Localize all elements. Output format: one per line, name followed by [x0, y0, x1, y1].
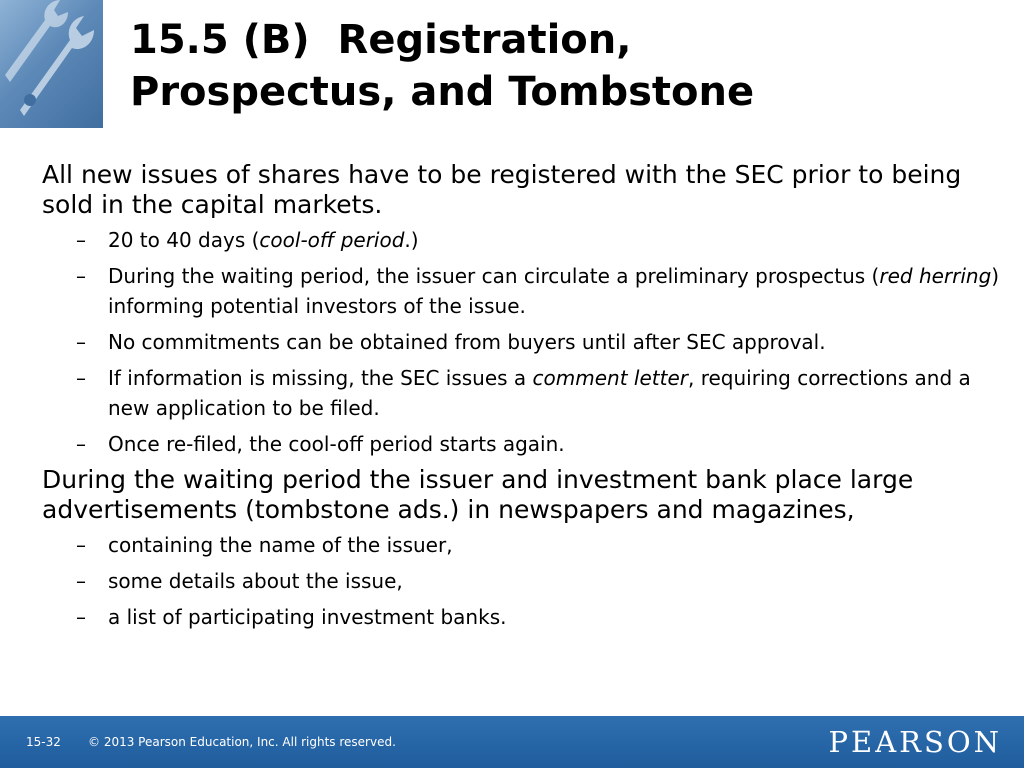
dash-marker: – [76, 432, 86, 456]
slide-body [42, 160, 1002, 638]
footer-bar [0, 716, 1024, 768]
sub-bullet: – If information is missing, the SEC issues a comment letter, requiring corrections and a new application to be filed. [42, 363, 1002, 423]
bullet-tombstone: During the waiting period the issuer and investment bank place large advertisements (tombstone ads.) in newspapers and magazines, [42, 465, 914, 524]
dash-marker: – [76, 605, 86, 629]
slide-title [130, 14, 1010, 118]
dash-marker: – [76, 533, 86, 557]
title-line-1: 15.5 (B) Registration, [130, 17, 632, 63]
dash-marker: – [76, 366, 86, 390]
dash-marker: – [76, 228, 86, 252]
dash-marker: – [76, 330, 86, 354]
sub-bullet: – a list of participating investment banks. [42, 602, 1002, 632]
sub-bullet: – containing the name of the issuer, [42, 530, 1002, 560]
title-line-2: Prospectus, and Tombstone [130, 69, 755, 115]
sub-bullet: – Once re-filed, the cool-off period starts again. [42, 429, 1002, 459]
sub-bullet: – some details about the issue, [42, 566, 1002, 596]
copyright-notice: © 2013 Pearson Education, Inc. All rights reserved. [88, 735, 396, 749]
dash-marker: – [76, 569, 86, 593]
sub-bullet: – No commitments can be obtained from buyers until after SEC approval. [42, 327, 1002, 357]
pearson-logo: PEARSON [828, 725, 1002, 759]
wrench-icon [0, 0, 103, 128]
page-number: 15-32 [26, 735, 61, 749]
sub-bullet: – 20 to 40 days (cool-off period.) [42, 225, 1002, 255]
dash-marker: – [76, 264, 86, 288]
bullet-registration: All new issues of shares have to be registered with the SEC prior to being sold in the capital markets. [42, 160, 962, 219]
sub-bullet: – During the waiting period, the issuer can circulate a preliminary prospectus (red herring) informing potential investors of the issue. [42, 261, 1002, 321]
